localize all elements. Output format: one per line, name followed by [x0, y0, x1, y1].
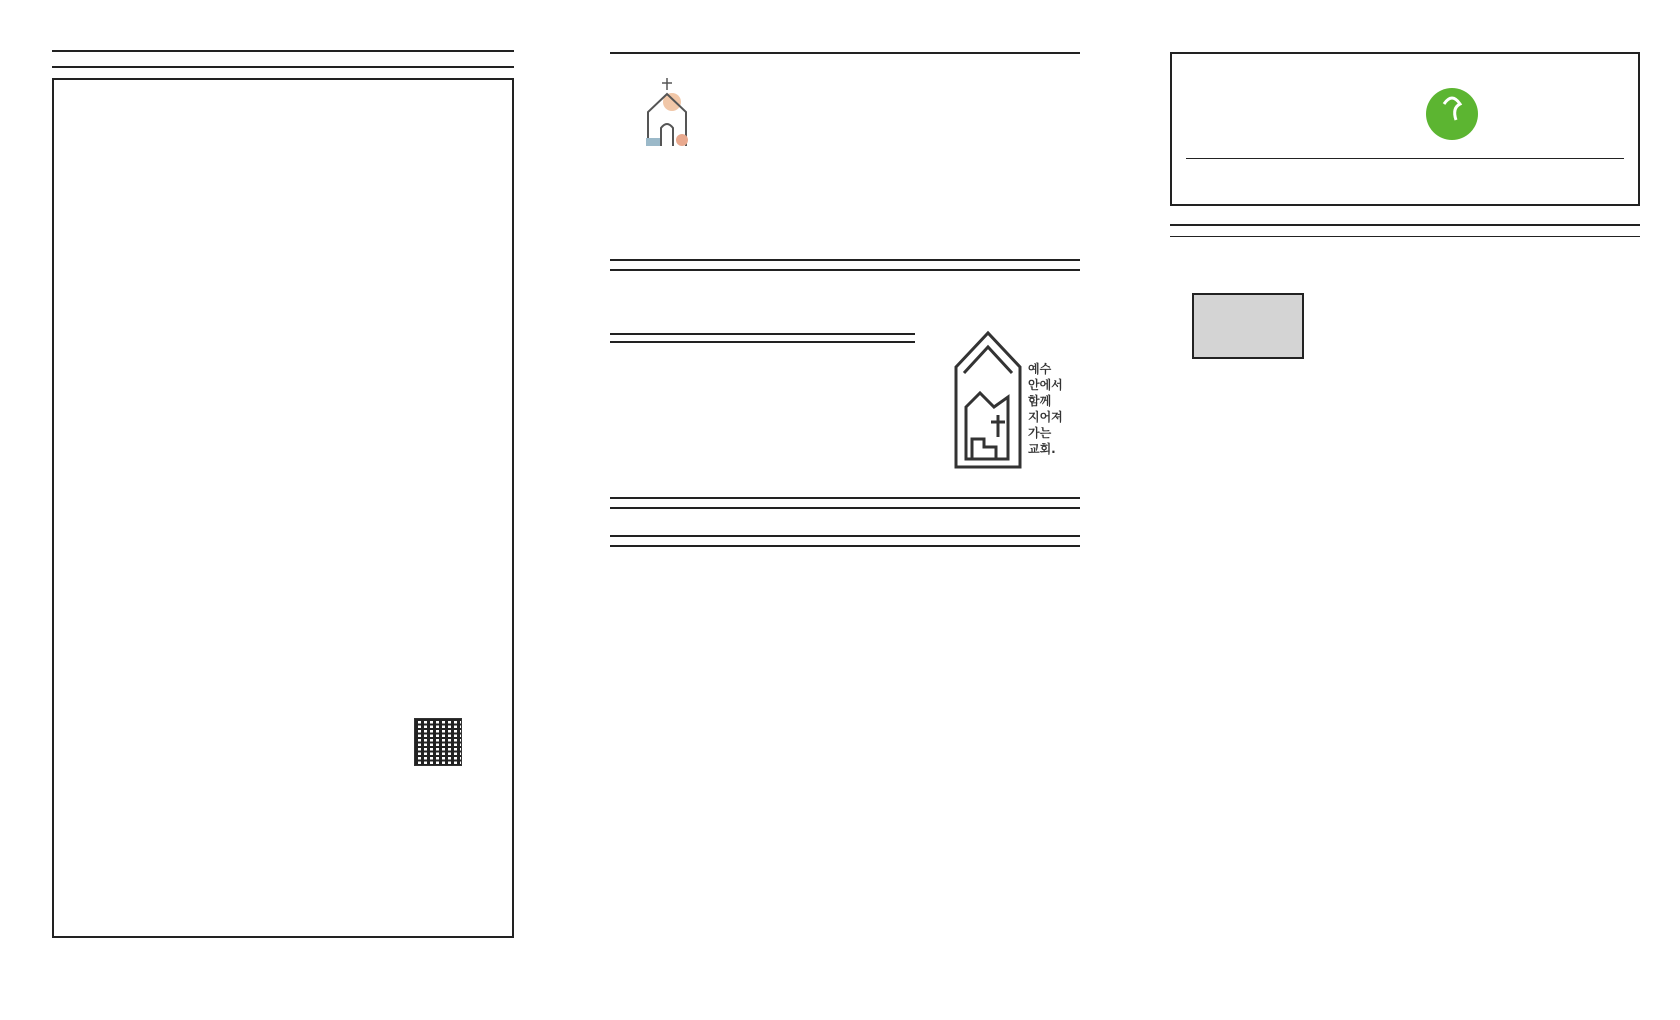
news-item: [68, 176, 500, 195]
servants-section: [610, 333, 1080, 483]
order-of-worship: [1170, 224, 1640, 237]
news-item: [68, 124, 500, 143]
schedule-title: [610, 259, 1080, 271]
news-title: [52, 52, 514, 66]
svg-text:교회.: 교회.: [1028, 442, 1056, 456]
church-building-logo-icon: [950, 327, 1068, 477]
svg-text:지어져: 지어져: [1028, 410, 1063, 424]
svg-text:함께: 함께: [1028, 394, 1052, 408]
svg-text:가는: 가는: [1028, 426, 1052, 440]
servants-title: [610, 333, 915, 343]
qr-code-icon[interactable]: [414, 718, 462, 766]
church-logo-icon: [1422, 78, 1622, 148]
svg-text:안에서: 안에서: [1028, 378, 1063, 392]
service-times: [1170, 226, 1640, 237]
worship-column: [1170, 0, 1640, 359]
news-item: [68, 150, 500, 169]
venue-title: [610, 535, 1080, 547]
offering-title: [610, 497, 1080, 509]
svg-text:예수: 예수: [1028, 362, 1052, 376]
contact-button[interactable]: [1192, 293, 1304, 359]
offering-section: [610, 497, 1080, 509]
news-box: [52, 78, 514, 938]
news-item: [68, 98, 500, 117]
contact-section: [1170, 279, 1640, 359]
church-header-box: [1170, 52, 1640, 206]
motto-section: [610, 52, 1080, 259]
church-icon: [640, 76, 694, 150]
divider: [52, 66, 514, 68]
venue-section: [610, 535, 1080, 547]
center-column: [610, 0, 1080, 553]
news-column: [52, 0, 514, 938]
divider: [1186, 158, 1624, 159]
